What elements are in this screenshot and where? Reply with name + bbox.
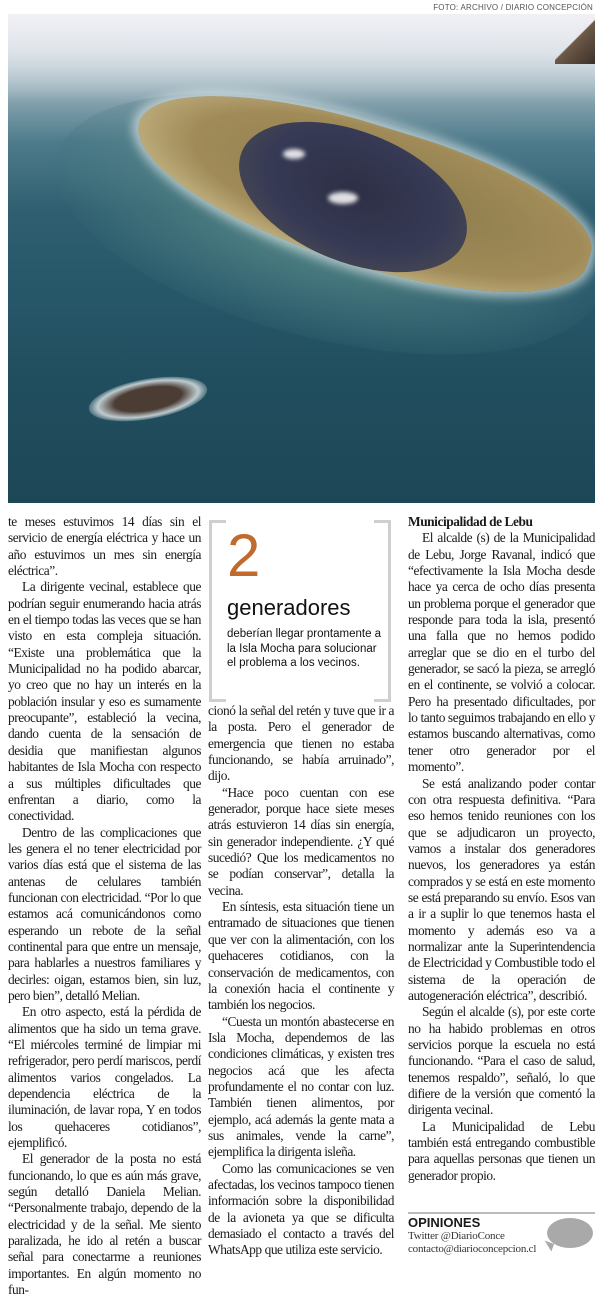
opinions-box xyxy=(408,1212,595,1256)
article-column-2 xyxy=(208,703,394,1259)
sky-haze xyxy=(8,14,595,104)
pull-quote-word: generadores xyxy=(227,595,351,620)
paragraph: “Hace poco cuentan con ese generador, porque hace siete meses atrás estuvieron 14 días sin energía, sin generador independiente. ¿Y qué sucedió? Que los medicamentos no se podían conservar”, detalla la vecina. xyxy=(208,784,394,898)
bracket-left xyxy=(209,520,226,702)
paragraph: En otro aspecto, está la pérdida de alimentos que ha sido un tema grave. “El miércoles terminé de limpiar mi refrigerador, pero perdí mariscos, perdí alimentos varios congelados. La dependencia eléctrica de la iluminación, de lavar ropa, Y en todos los quehaceres cotidianos”, ejemplificó. xyxy=(8,1004,201,1151)
article-column-3 xyxy=(408,514,595,1184)
article-column-1 xyxy=(8,514,201,1299)
twitter-handle[interactable]: Twitter @DiarioConce xyxy=(408,1230,505,1242)
paragraph: Como las comunicaciones se ven afectadas, los vecinos tampoco tienen información sobre la disponibilidad de la avioneta ya que se dificulta demasiado el contacto a través del WhatsApp que utiliza este servicio. xyxy=(208,1160,394,1258)
bracket-right xyxy=(374,520,391,702)
opinions-title: OPINIONES xyxy=(408,1215,481,1230)
paragraph: cionó la señal del retén y tuve que ir a la posta. Pero el generador de emergencia que tienen no estaba funcionando, se había arruinado”, dijo. xyxy=(208,703,394,784)
paragraph: El alcalde (s) de la Municipalidad de Lebu, Jorge Ravanal, indicó que “efectivamente la Isla Mocha desde hace ya cerca de ocho días presenta un problema porque el generador que responde para toda la isla, presentó una falla que no hemos podido arreglar que se dio en el turbo del generador, se sacó la pieza, se arregló en el continente, se volvió a colocar. Pero ha presentado dificultades, por lo tanto seguimos trabajando en ello y estamos buscando alternativas, como tener otro generador por el momento”. xyxy=(408,530,595,775)
cloud xyxy=(283,149,305,159)
aerial-photo-isla-mocha xyxy=(8,14,595,503)
paragraph: La dirigente vecinal, establece que podrían seguir enumerando hacia atrás en el tiempo todas las veces que se han visto en esta compleja situación. “Existe una problemática que la Municipalidad no ha podido abarcar, yo creo que no hay un interés en la población insular y eso es sumamente preocupante”, estableció la vecina, dando cuenta de la sensación de desidia que manifiestan algunos habitantes de Isla Mocha con respecto a sus múltiples dificultades que enfrentan a diario, como la conectividad. xyxy=(8,579,201,824)
contact-email[interactable]: contacto@diarioconcepcion.cl xyxy=(408,1243,537,1255)
cloud xyxy=(328,192,358,204)
subheading: Municipalidad de Lebu xyxy=(408,514,533,529)
speech-bubble-icon xyxy=(547,1218,593,1248)
pull-quote-number: 2 xyxy=(227,522,261,589)
pull-quote xyxy=(209,520,391,696)
paragraph: La Municipalidad de Lebu también está entregando combustible para aquellas personas que tienen un generador propio. xyxy=(408,1118,595,1183)
plane-wing xyxy=(555,14,595,64)
paragraph: te meses estuvimos 14 días sin el servicio de energía eléctrica y hace un año estuvimos un mes sin energía eléctrica”. xyxy=(8,514,201,579)
paragraph: En síntesis, esta situación tiene un entramado de situaciones que tienen que ver con la alimentación, con los quehaceres cotidianos, con la conservación de medicamentos, con la conexión hacia el continente y también los negocios. xyxy=(208,899,394,1013)
paragraph: “Cuesta un montón abastecerse en Isla Mocha, dependemos de las condiciones climáticas, y existen tres negocios acá que les afecta profundamente el no contar con luz. También tienen alimentos, por ejemplo, acá además la gente mata a sus animales, vende la carne”, ejemplifica la dirigenta isleña. xyxy=(208,1013,394,1160)
photo-credit: FOTO: ARCHIVO / DIARIO CONCEPCIÓN xyxy=(433,3,593,12)
paragraph: Dentro de las complicaciones que les genera el no tener electricidad por varios días está que el sistema de las antenas de celulares también funcionan con electricidad. “Por lo que estamos acá comunicándonos como esperando un rebote de la señal continental para que entre un mensaje, para hablarles a nuestros familiares y decirles: oigan, estamos bien, sin luz, pero bien”, detalló Melian. xyxy=(8,824,201,1003)
pull-quote-text: deberían llegar prontamente a la Isla Mocha para solucionar el problema a los vecinos. xyxy=(227,628,382,669)
paragraph: Se está analizando poder contar con otra respuesta definitiva. “Para eso hemos tenido reuniones con los que se adjudicaron un proyecto, vamos a instalar dos generadores nuevos, los generadores ya están comprados y se está en este momento se está preparando su envío. Esos van a ir a suplir lo que tenemos hasta el momento y además eso va a normalizar ante la Superintendencia de Electricidad y Combustible todo el sistema de la operación de autogeneración eléctrica”, describió. xyxy=(408,775,595,1003)
paragraph: El generador de la posta no está funcionando, lo que es aún más grave, según detalló Daniela Melian. “Personalmente trabajo, dependo de la electricidad y de la señal. Me siento paralizada, he ido al retén a buscar señal para conectarme a reuniones importantes. En algún momento no fun- xyxy=(8,1151,201,1298)
small-islet xyxy=(85,369,210,429)
paragraph: Según el alcalde (s), por este corte no ha habido problemas en otros servicios porque la escuela no está funcionando. “Para el caso de salud, tenemos respaldo”, señaló, lo que difiere de la versión que comentó la dirigenta vecinal. xyxy=(408,1004,595,1118)
